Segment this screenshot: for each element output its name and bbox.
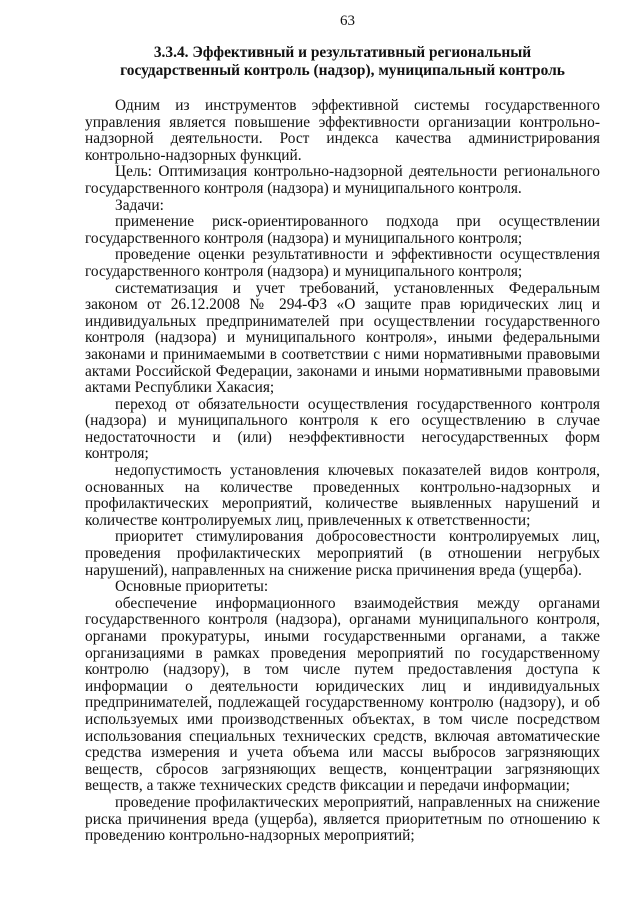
paragraph-task-indicators: недопустимость установления ключевых показателей видов контроля, основанных на количестве проведенных контрольно-надзорных и профилактических мероприятий, количестве выявленных нарушений и количестве контролируемых лиц, привлеченных к ответственности; (85, 462, 600, 529)
paragraph-priority-information: обеспечение информационного взаимодействия между органами государственного контроля (надзора), органами муниципального контроля, органами прокуратуры, иными государственными органами, а также организациями в рамках проведения мероприятий по государственному контролю (надзору), в том числе путем предоставления доступа к информации о деятельности юридических лиц и индивидуальных предпринимателей, подлежащей государственному контролю (надзору), и об используемых ими производственных объектах, в том числе посредством использования специальных технических средств, включая автоматические средства измерения и учета объема или массы выбросов загрязняющих веществ, сбросов загрязняющих веществ, концентрации загрязняющих веществ, а также технических средств фиксации и передачи информации; (85, 594, 600, 795)
paragraph-task-systematization: систематизация и учет требований, установленных Федеральным законом от 26.12.2008 № 294-ФЗ «О защите прав юридических лиц и индивидуальных предпринимателей при осуществлении государственного контроля (надзора) и муниципального контроля», иными федеральными законами и принимаемыми в соответствии с ними нормативными правовыми актами Российской Федерации, законами и иными нормативными правовыми актами Республики Хакасия; (85, 279, 600, 397)
paragraph-priorities-heading: Основные приоритеты: (115, 578, 269, 596)
paragraph-goal: Цель: Оптимизация контрольно-надзорной деятельности регионального государственного контроля (надзора) и муниципального контроля. (85, 163, 600, 197)
paragraph-task-risk-approach: применение риск-ориентированного подхода при осуществлении государственного контроля (надзора) и муниципального контроля; (85, 213, 600, 247)
page-number: 63 (340, 13, 355, 29)
paragraph-task-assessment: проведение оценки результативности и эффективности осуществления государственного контроля (надзора) и муниципального контроля; (85, 246, 600, 280)
paragraph-tasks-heading: Задачи: (115, 196, 164, 214)
paragraph-task-transition: переход от обязательности осуществления государственного контроля (надзора) и муниципального контроля к его осуществлению в случае недостаточности и (или) неэффективности негосударственных форм контроля; (85, 395, 600, 463)
paragraph-intro: Одним из инструментов эффективной системы государственного управления является повышение эффективности организации контрольно-надзорной деятельности. Рост индекса качества администрирования контрольно-надзорных функций. (85, 97, 600, 164)
body-text (85, 98, 600, 845)
section-title-line-2: государственный контроль (надзор), муниципальный контроль (120, 62, 565, 79)
paragraph-task-priority: приоритет стимулирования добросовестности контролируемых лиц, проведения профилактических мероприятий (в отношении негрубых нарушений), направленных на снижение риска причинения вреда (ущерба). (85, 528, 600, 579)
section-title (85, 44, 600, 80)
section-title-line-1: 3.3.4. Эффективный и результативный региональный (153, 44, 532, 61)
paragraph-priority-prevention: проведение профилактических мероприятий, направленных на снижение риска причинения вреда (ущерба), является приоритетным по отношению к проведению контрольно-надзорных мероприятий; (85, 793, 600, 845)
